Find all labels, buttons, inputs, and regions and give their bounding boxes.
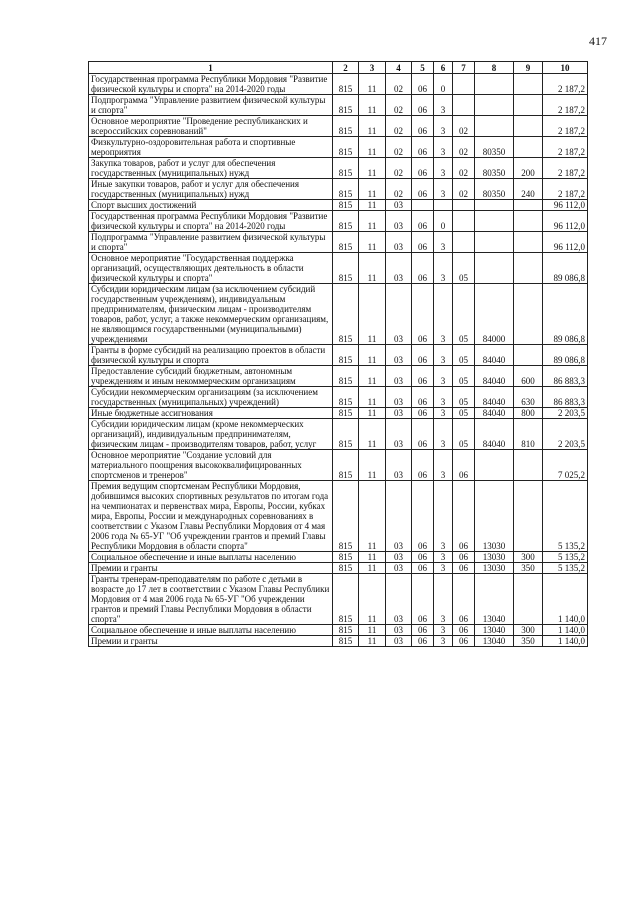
column-header-5: 5 — [412, 62, 434, 74]
table-row — [89, 137, 588, 158]
row-name-cell: Подпрограмма "Управление развитием физической культуры и спорта" — [89, 232, 333, 253]
row-name-cell: Премии и гранты — [89, 636, 333, 647]
row-value-cell-10: 96 112,0 — [543, 211, 588, 232]
row-value-cell-4: 03 — [386, 211, 412, 232]
row-value-cell-4: 03 — [386, 481, 412, 552]
column-header-2: 2 — [333, 62, 359, 74]
row-value-cell-9: 800 — [514, 408, 543, 419]
row-value-cell-5: 06 — [412, 74, 434, 95]
row-value-cell-6: 3 — [434, 158, 453, 179]
row-value-cell-5 — [412, 200, 434, 211]
row-value-cell-5: 06 — [412, 284, 434, 345]
row-value-cell-7 — [453, 211, 475, 232]
row-value-cell-3: 11 — [359, 552, 386, 563]
row-value-cell-5: 06 — [412, 574, 434, 625]
table-row — [89, 408, 588, 419]
row-value-cell-6: 3 — [434, 481, 453, 552]
row-value-cell-8: 13040 — [475, 636, 514, 647]
row-value-cell-7: 05 — [453, 345, 475, 366]
row-value-cell-8: 80350 — [475, 158, 514, 179]
row-value-cell-6: 3 — [434, 450, 453, 481]
column-header-7: 7 — [453, 62, 475, 74]
column-header-3: 3 — [359, 62, 386, 74]
row-value-cell-4: 02 — [386, 74, 412, 95]
row-value-cell-2: 815 — [333, 574, 359, 625]
row-value-cell-7: 06 — [453, 481, 475, 552]
row-value-cell-3: 11 — [359, 200, 386, 211]
row-value-cell-5: 06 — [412, 636, 434, 647]
table-row — [89, 552, 588, 563]
row-name-cell: Спорт высших достижений — [89, 200, 333, 211]
row-value-cell-9 — [514, 74, 543, 95]
row-value-cell-7: 06 — [453, 636, 475, 647]
row-value-cell-5: 06 — [412, 211, 434, 232]
row-value-cell-8 — [475, 450, 514, 481]
row-value-cell-10: 2 187,2 — [543, 179, 588, 200]
row-value-cell-2: 815 — [333, 636, 359, 647]
row-value-cell-5: 06 — [412, 179, 434, 200]
row-value-cell-2: 815 — [333, 450, 359, 481]
column-header-6: 6 — [434, 62, 453, 74]
row-value-cell-9: 300 — [514, 625, 543, 636]
row-value-cell-4: 03 — [386, 366, 412, 387]
row-value-cell-9: 300 — [514, 552, 543, 563]
row-value-cell-5: 06 — [412, 137, 434, 158]
row-value-cell-8: 80350 — [475, 179, 514, 200]
row-value-cell-3: 11 — [359, 284, 386, 345]
row-value-cell-2: 815 — [333, 481, 359, 552]
row-value-cell-10: 1 140,0 — [543, 574, 588, 625]
row-value-cell-9 — [514, 232, 543, 253]
row-value-cell-7: 05 — [453, 253, 475, 284]
column-header-4: 4 — [386, 62, 412, 74]
row-value-cell-3: 11 — [359, 574, 386, 625]
row-value-cell-9 — [514, 574, 543, 625]
table-row — [89, 481, 588, 552]
row-value-cell-9: 630 — [514, 387, 543, 408]
row-value-cell-9 — [514, 116, 543, 137]
row-name-cell: Гранты тренерам-преподавателям по работе с детьми в возрасте до 17 лет в соответствии с Указом Главы Республики Мордовия от 4 мая 2006 года № 65-УГ "Об учреждении грантов и премий Главы Республики Мордовия в области спорта" — [89, 574, 333, 625]
row-value-cell-4: 02 — [386, 116, 412, 137]
table-row — [89, 563, 588, 574]
row-value-cell-2: 815 — [333, 345, 359, 366]
row-value-cell-4: 03 — [386, 636, 412, 647]
row-value-cell-5: 06 — [412, 95, 434, 116]
row-value-cell-3: 11 — [359, 158, 386, 179]
row-value-cell-4: 03 — [386, 345, 412, 366]
row-value-cell-7: 02 — [453, 158, 475, 179]
row-name-cell: Премии и гранты — [89, 563, 333, 574]
row-value-cell-10: 1 140,0 — [543, 636, 588, 647]
row-value-cell-9 — [514, 284, 543, 345]
row-value-cell-2: 815 — [333, 200, 359, 211]
row-value-cell-3: 11 — [359, 95, 386, 116]
row-value-cell-9 — [514, 253, 543, 284]
row-name-cell: Премия ведущим спортсменам Республики Мордовия, добившимся высоких спортивных результатов по итогам года на чемпионатах и первенствах мира, Европы, России, кубках мира, Европы, России и международных соревнованиях в соответствии с Указом Главы Республики Мордовия от 4 мая 2006 года № 65-УГ "Об учреждении грантов и премий Главы Республики Мордовия в области спорта" — [89, 481, 333, 552]
row-value-cell-2: 815 — [333, 116, 359, 137]
row-value-cell-8 — [475, 253, 514, 284]
row-value-cell-7 — [453, 200, 475, 211]
table-row — [89, 387, 588, 408]
row-value-cell-8: 84040 — [475, 419, 514, 450]
row-value-cell-8: 84040 — [475, 366, 514, 387]
table-row — [89, 366, 588, 387]
row-value-cell-3: 11 — [359, 137, 386, 158]
row-name-cell: Физкультурно-оздоровительная работа и спортивные мероприятия — [89, 137, 333, 158]
row-value-cell-8 — [475, 200, 514, 211]
table-row — [89, 158, 588, 179]
row-value-cell-7: 06 — [453, 625, 475, 636]
row-value-cell-5: 06 — [412, 563, 434, 574]
row-value-cell-9 — [514, 137, 543, 158]
row-value-cell-7: 06 — [453, 563, 475, 574]
table-row — [89, 74, 588, 95]
row-value-cell-8 — [475, 116, 514, 137]
row-value-cell-5: 06 — [412, 116, 434, 137]
row-value-cell-10: 2 187,2 — [543, 74, 588, 95]
row-value-cell-6: 3 — [434, 366, 453, 387]
row-value-cell-7: 05 — [453, 387, 475, 408]
row-value-cell-6: 3 — [434, 574, 453, 625]
row-value-cell-3: 11 — [359, 419, 386, 450]
row-value-cell-6: 3 — [434, 95, 453, 116]
table-row — [89, 179, 588, 200]
column-header-9: 9 — [514, 62, 543, 74]
table-row — [89, 200, 588, 211]
row-value-cell-2: 815 — [333, 74, 359, 95]
row-value-cell-10: 89 086,8 — [543, 345, 588, 366]
row-value-cell-5: 06 — [412, 366, 434, 387]
row-value-cell-3: 11 — [359, 563, 386, 574]
row-value-cell-6: 0 — [434, 74, 453, 95]
row-value-cell-6: 3 — [434, 563, 453, 574]
row-value-cell-9: 200 — [514, 158, 543, 179]
row-value-cell-5: 06 — [412, 419, 434, 450]
row-value-cell-3: 11 — [359, 74, 386, 95]
row-value-cell-8: 84000 — [475, 284, 514, 345]
row-value-cell-8 — [475, 232, 514, 253]
table-row — [89, 253, 588, 284]
row-value-cell-8: 13040 — [475, 574, 514, 625]
row-name-cell: Основное мероприятие "Создание условий для материального поощрения высококвалифицированных спортсменов и тренеров" — [89, 450, 333, 481]
row-name-cell: Подпрограмма "Управление развитием физической культуры и спорта" — [89, 95, 333, 116]
table-row — [89, 345, 588, 366]
row-value-cell-4: 03 — [386, 408, 412, 419]
row-value-cell-2: 815 — [333, 419, 359, 450]
row-value-cell-3: 11 — [359, 481, 386, 552]
row-value-cell-10: 5 135,2 — [543, 552, 588, 563]
row-value-cell-5: 06 — [412, 481, 434, 552]
row-value-cell-4: 03 — [386, 563, 412, 574]
row-value-cell-7 — [453, 95, 475, 116]
row-value-cell-2: 815 — [333, 211, 359, 232]
row-value-cell-8 — [475, 74, 514, 95]
column-header-10: 10 — [543, 62, 588, 74]
row-value-cell-4: 03 — [386, 200, 412, 211]
row-value-cell-7: 05 — [453, 408, 475, 419]
row-name-cell: Основное мероприятие "Проведение республиканских и всероссийских соревнований" — [89, 116, 333, 137]
row-value-cell-10: 86 883,3 — [543, 366, 588, 387]
row-name-cell: Предоставление субсидий бюджетным, автономным учреждениям и иным некоммерческим организациям — [89, 366, 333, 387]
row-value-cell-4: 03 — [386, 253, 412, 284]
row-value-cell-7: 02 — [453, 179, 475, 200]
row-value-cell-8: 84040 — [475, 387, 514, 408]
row-value-cell-8: 84040 — [475, 345, 514, 366]
row-value-cell-3: 11 — [359, 636, 386, 647]
row-value-cell-4: 02 — [386, 137, 412, 158]
row-value-cell-6: 3 — [434, 636, 453, 647]
table-row — [89, 419, 588, 450]
row-value-cell-2: 815 — [333, 158, 359, 179]
row-value-cell-4: 03 — [386, 450, 412, 481]
budget-table — [88, 61, 588, 647]
row-value-cell-3: 11 — [359, 387, 386, 408]
row-name-cell: Субсидии юридическим лицам (за исключением субсидий государственным учреждениям), индивидуальным предпринимателям, физическим лицам - производителям товаров, работ, услуг, а также некоммерческим организациям, не являющимся государственными (муниципальными) учреждениями — [89, 284, 333, 345]
row-value-cell-6: 3 — [434, 253, 453, 284]
row-value-cell-6: 3 — [434, 408, 453, 419]
row-value-cell-7 — [453, 232, 475, 253]
row-value-cell-6: 3 — [434, 116, 453, 137]
row-value-cell-2: 815 — [333, 387, 359, 408]
row-name-cell: Иные бюджетные ассигнования — [89, 408, 333, 419]
row-value-cell-4: 03 — [386, 387, 412, 408]
row-value-cell-9 — [514, 211, 543, 232]
row-value-cell-10: 2 187,2 — [543, 116, 588, 137]
row-name-cell: Социальное обеспечение и иные выплаты населению — [89, 625, 333, 636]
table-row — [89, 211, 588, 232]
row-value-cell-2: 815 — [333, 253, 359, 284]
row-value-cell-5: 06 — [412, 345, 434, 366]
column-header-1: 1 — [89, 62, 333, 74]
table-body — [89, 74, 588, 647]
row-value-cell-8: 13030 — [475, 481, 514, 552]
row-value-cell-10: 2 203,5 — [543, 419, 588, 450]
row-value-cell-9: 350 — [514, 563, 543, 574]
row-value-cell-3: 11 — [359, 211, 386, 232]
row-value-cell-9 — [514, 200, 543, 211]
row-value-cell-7 — [453, 74, 475, 95]
row-value-cell-6: 3 — [434, 179, 453, 200]
row-value-cell-2: 815 — [333, 179, 359, 200]
table-row — [89, 574, 588, 625]
row-value-cell-5: 06 — [412, 158, 434, 179]
row-value-cell-7: 05 — [453, 284, 475, 345]
row-value-cell-7: 06 — [453, 552, 475, 563]
row-value-cell-9: 350 — [514, 636, 543, 647]
row-value-cell-2: 815 — [333, 366, 359, 387]
row-value-cell-7: 06 — [453, 450, 475, 481]
row-name-cell: Субсидии некоммерческим организациям (за исключением государственных (муниципальных) учреждений) — [89, 387, 333, 408]
header-row — [89, 62, 588, 74]
row-value-cell-4: 02 — [386, 179, 412, 200]
row-value-cell-6: 3 — [434, 419, 453, 450]
row-value-cell-9: 810 — [514, 419, 543, 450]
table-row — [89, 95, 588, 116]
row-value-cell-2: 815 — [333, 232, 359, 253]
table-row — [89, 284, 588, 345]
table-row — [89, 625, 588, 636]
row-value-cell-10: 96 112,0 — [543, 232, 588, 253]
table-row — [89, 116, 588, 137]
table-row — [89, 450, 588, 481]
row-value-cell-2: 815 — [333, 95, 359, 116]
row-value-cell-9 — [514, 345, 543, 366]
row-value-cell-2: 815 — [333, 625, 359, 636]
row-value-cell-10: 2 187,2 — [543, 158, 588, 179]
row-value-cell-7: 06 — [453, 574, 475, 625]
column-header-8: 8 — [475, 62, 514, 74]
row-value-cell-10: 2 203,5 — [543, 408, 588, 419]
row-value-cell-2: 815 — [333, 563, 359, 574]
row-value-cell-3: 11 — [359, 366, 386, 387]
row-value-cell-10: 96 112,0 — [543, 200, 588, 211]
row-value-cell-6: 3 — [434, 232, 453, 253]
row-value-cell-10: 89 086,8 — [543, 284, 588, 345]
row-name-cell: Государственная программа Республики Мордовия "Развитие физической культуры и спорта" на 2014-2020 годы — [89, 211, 333, 232]
row-value-cell-10: 5 135,2 — [543, 563, 588, 574]
row-value-cell-6: 3 — [434, 387, 453, 408]
row-value-cell-4: 03 — [386, 552, 412, 563]
row-value-cell-5: 06 — [412, 408, 434, 419]
row-value-cell-8: 84040 — [475, 408, 514, 419]
row-value-cell-8: 13030 — [475, 563, 514, 574]
row-value-cell-10: 1 140,0 — [543, 625, 588, 636]
row-value-cell-4: 02 — [386, 158, 412, 179]
row-value-cell-7: 02 — [453, 116, 475, 137]
row-value-cell-5: 06 — [412, 387, 434, 408]
row-value-cell-6: 0 — [434, 211, 453, 232]
row-name-cell: Субсидии юридическим лицам (кроме некоммерческих организаций), индивидуальным предпринимателям, физическим лицам - производителям товаров, работ, услуг — [89, 419, 333, 450]
row-value-cell-7: 05 — [453, 419, 475, 450]
row-value-cell-5: 06 — [412, 253, 434, 284]
row-value-cell-10: 2 187,2 — [543, 95, 588, 116]
row-name-cell: Основное мероприятие "Государственная поддержка организаций, осуществляющих деятельность в области физической культуры и спорта" — [89, 253, 333, 284]
page-number: 417 — [589, 34, 607, 48]
row-value-cell-3: 11 — [359, 116, 386, 137]
row-value-cell-5: 06 — [412, 232, 434, 253]
row-value-cell-8: 13040 — [475, 625, 514, 636]
row-value-cell-4: 03 — [386, 574, 412, 625]
row-value-cell-9 — [514, 481, 543, 552]
row-value-cell-10: 7 025,2 — [543, 450, 588, 481]
row-value-cell-6: 3 — [434, 625, 453, 636]
row-value-cell-3: 11 — [359, 345, 386, 366]
row-value-cell-4: 03 — [386, 419, 412, 450]
row-value-cell-8 — [475, 95, 514, 116]
row-value-cell-5: 06 — [412, 552, 434, 563]
row-value-cell-9: 240 — [514, 179, 543, 200]
row-name-cell: Иные закупки товаров, работ и услуг для обеспечения государственных (муниципальных) нужд — [89, 179, 333, 200]
row-value-cell-7: 05 — [453, 366, 475, 387]
row-value-cell-10: 5 135,2 — [543, 481, 588, 552]
row-value-cell-2: 815 — [333, 552, 359, 563]
row-value-cell-6: 3 — [434, 284, 453, 345]
row-value-cell-7: 02 — [453, 137, 475, 158]
row-value-cell-6 — [434, 200, 453, 211]
row-value-cell-4: 03 — [386, 625, 412, 636]
row-name-cell: Государственная программа Республики Мордовия "Развитие физической культуры и спорта" на 2014-2020 годы — [89, 74, 333, 95]
row-value-cell-2: 815 — [333, 284, 359, 345]
row-value-cell-3: 11 — [359, 625, 386, 636]
row-value-cell-4: 02 — [386, 95, 412, 116]
row-value-cell-9 — [514, 95, 543, 116]
row-value-cell-4: 03 — [386, 232, 412, 253]
row-value-cell-10: 2 187,2 — [543, 137, 588, 158]
row-value-cell-3: 11 — [359, 232, 386, 253]
row-value-cell-8: 13030 — [475, 552, 514, 563]
row-value-cell-2: 815 — [333, 408, 359, 419]
row-name-cell: Гранты в форме субсидий на реализацию проектов в области физической культуры и спорта — [89, 345, 333, 366]
row-value-cell-3: 11 — [359, 179, 386, 200]
row-value-cell-2: 815 — [333, 137, 359, 158]
row-value-cell-6: 3 — [434, 137, 453, 158]
row-value-cell-6: 3 — [434, 552, 453, 563]
row-value-cell-3: 11 — [359, 408, 386, 419]
row-value-cell-3: 11 — [359, 253, 386, 284]
row-value-cell-9 — [514, 450, 543, 481]
row-value-cell-5: 06 — [412, 625, 434, 636]
table-row — [89, 636, 588, 647]
row-name-cell: Закупка товаров, работ и услуг для обеспечения государственных (муниципальных) нужд — [89, 158, 333, 179]
row-value-cell-9: 600 — [514, 366, 543, 387]
row-value-cell-6: 3 — [434, 345, 453, 366]
row-value-cell-8: 80350 — [475, 137, 514, 158]
row-value-cell-3: 11 — [359, 450, 386, 481]
table-row — [89, 232, 588, 253]
row-value-cell-10: 86 883,3 — [543, 387, 588, 408]
row-value-cell-8 — [475, 211, 514, 232]
row-value-cell-5: 06 — [412, 450, 434, 481]
row-name-cell: Социальное обеспечение и иные выплаты населению — [89, 552, 333, 563]
row-value-cell-10: 89 086,8 — [543, 253, 588, 284]
row-value-cell-4: 03 — [386, 284, 412, 345]
